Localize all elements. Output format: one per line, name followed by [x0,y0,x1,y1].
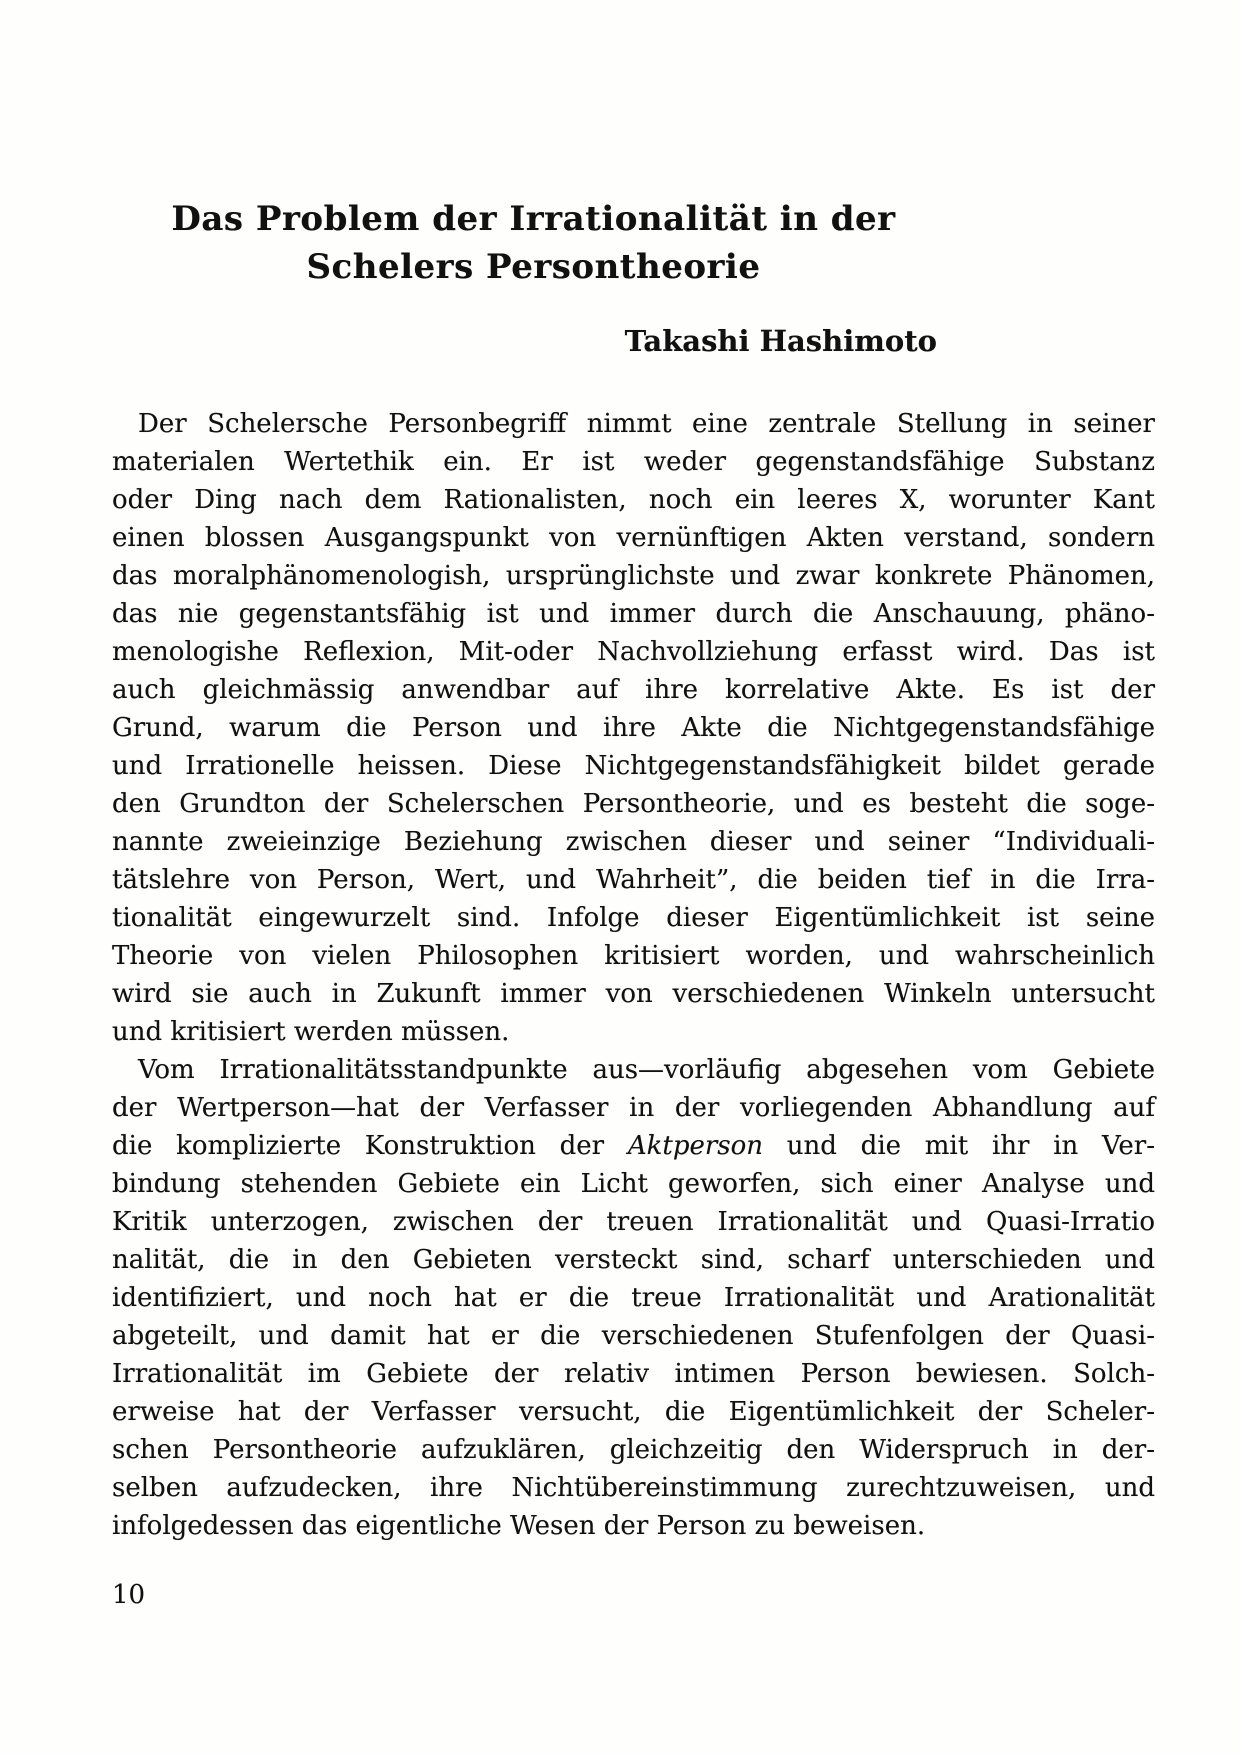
text-segment: Grund, warum die Person und ihre Akte die Nichtgegenstandsfähige [112,713,1155,743]
text-line [112,405,1155,443]
text-line [112,709,1155,747]
article-body [112,405,1155,1545]
text-segment: und die mit ihr in Ver- [763,1131,1156,1161]
page-title [112,195,1155,291]
text-line [112,1431,1155,1469]
text-line [112,1013,1155,1051]
text-segment: und kritisiert werden müssen. [112,1017,510,1047]
text-line [112,595,1155,633]
text-segment: nalität, die in den Gebieten versteckt sind, scharf unterschieden und [112,1245,1155,1275]
text-segment: Der Schelersche Personbegriff nimmt eine zentrale Stellung in seiner [138,409,1155,439]
text-line [112,1089,1155,1127]
text-segment: Kritik unterzogen, zwischen der treuen Irrationalität und Quasi-Irratio [112,1207,1155,1237]
text-segment: identifiziert, und noch hat er die treue Irrationalität und Arationalität [112,1283,1155,1313]
text-segment: und Irrationelle heissen. Diese Nichtgegenstandsfähigkeit bildet gerade [112,751,1155,781]
text-line [112,519,1155,557]
text-line [112,861,1155,899]
text-segment: materialen Wertethik ein. Er ist weder gegenstandsfähige Substanz [112,447,1155,477]
text-line [112,899,1155,937]
text-line [112,1355,1155,1393]
title-line-1: Das Problem der Irrationalität in der [171,199,896,239]
title-line-2: Schelers Persontheorie [306,247,761,287]
text-line [112,785,1155,823]
text-segment: schen Persontheorie aufzuklären, gleichzeitig den Widerspruch in der- [112,1435,1155,1465]
text-segment: Vom Irrationalitätsstandpunkte aus—vorläufig abgesehen vom Gebiete [138,1055,1155,1085]
text-line [112,1507,1155,1545]
text-line [112,1469,1155,1507]
text-line [112,1241,1155,1279]
text-segment: tätslehre von Person, Wert, und Wahrheit”, die beiden tief in die Irra- [112,865,1155,895]
text-line [112,1317,1155,1355]
paragraph [112,1051,1155,1545]
text-segment: selben aufzudecken, ihre Nichtübereinstimmung zurechtzuweisen, und [112,1473,1155,1503]
text-line [112,671,1155,709]
text-line [112,823,1155,861]
text-segment: infolgedessen das eigentliche Wesen der Person zu beweisen. [112,1511,926,1541]
text-segment: das nie gegenstantsfähig ist und immer durch die Anschauung, phäno- [112,599,1155,629]
author-name: Takashi Hashimoto [624,324,937,358]
text-segment: oder Ding nach dem Rationalisten, noch ein leeres X, worunter Kant [112,485,1155,515]
text-segment: wird sie auch in Zukunft immer von verschiedenen Winkeln untersucht [112,979,1155,1009]
text-line [112,1165,1155,1203]
text-segment: bindung stehenden Gebiete ein Licht geworfen, sich einer Analyse und [112,1169,1155,1199]
text-segment: erweise hat der Verfasser versucht, die Eigentümlichkeit der Scheler- [112,1397,1155,1427]
text-segment: Theorie von vielen Philosophen kritisiert worden, und wahrscheinlich [112,941,1155,971]
text-segment: tionalität eingewurzelt sind. Infolge dieser Eigentümlichkeit ist seine [112,903,1155,933]
text-line [112,1279,1155,1317]
text-line [112,443,1155,481]
text-line [112,1203,1155,1241]
text-line [112,481,1155,519]
text-line [112,557,1155,595]
text-segment: die komplizierte Konstruktion der [112,1131,628,1161]
text-segment: den Grundton der Schelerschen Persontheorie, und es besteht die soge- [112,789,1155,819]
page-number: 10 [112,1580,146,1610]
text-line [112,747,1155,785]
text-segment: das moralphänomenologish, ursprünglichste und zwar konkrete Phänomen, [112,561,1155,591]
text-line [112,1393,1155,1431]
text-segment: einen blossen Ausgangspunkt von vernünftigen Akten verstand, sondern [112,523,1155,553]
text-line [112,937,1155,975]
text-line [112,633,1155,671]
text-segment: nannte zweieinzige Beziehung zwischen dieser und seiner “Individuali- [112,827,1155,857]
text-line [112,1127,1155,1165]
text-segment: abgeteilt, und damit hat er die verschiedenen Stufenfolgen der Quasi- [112,1321,1155,1351]
text-line [112,975,1155,1013]
text-line [112,1051,1155,1089]
text-segment: auch gleichmässig anwendbar auf ihre korrelative Akte. Es ist der [112,675,1155,705]
italic-term: Aktperson [627,1131,764,1161]
text-segment: Irrationalität im Gebiete der relativ intimen Person bewiesen. Solch- [112,1359,1155,1389]
paragraph [112,405,1155,1051]
text-segment: menologishe Reflexion, Mit-oder Nachvollziehung erfasst wird. Das ist [112,637,1155,667]
text-segment: der Wertperson—hat der Verfasser in der vorliegenden Abhandlung auf [112,1093,1155,1123]
